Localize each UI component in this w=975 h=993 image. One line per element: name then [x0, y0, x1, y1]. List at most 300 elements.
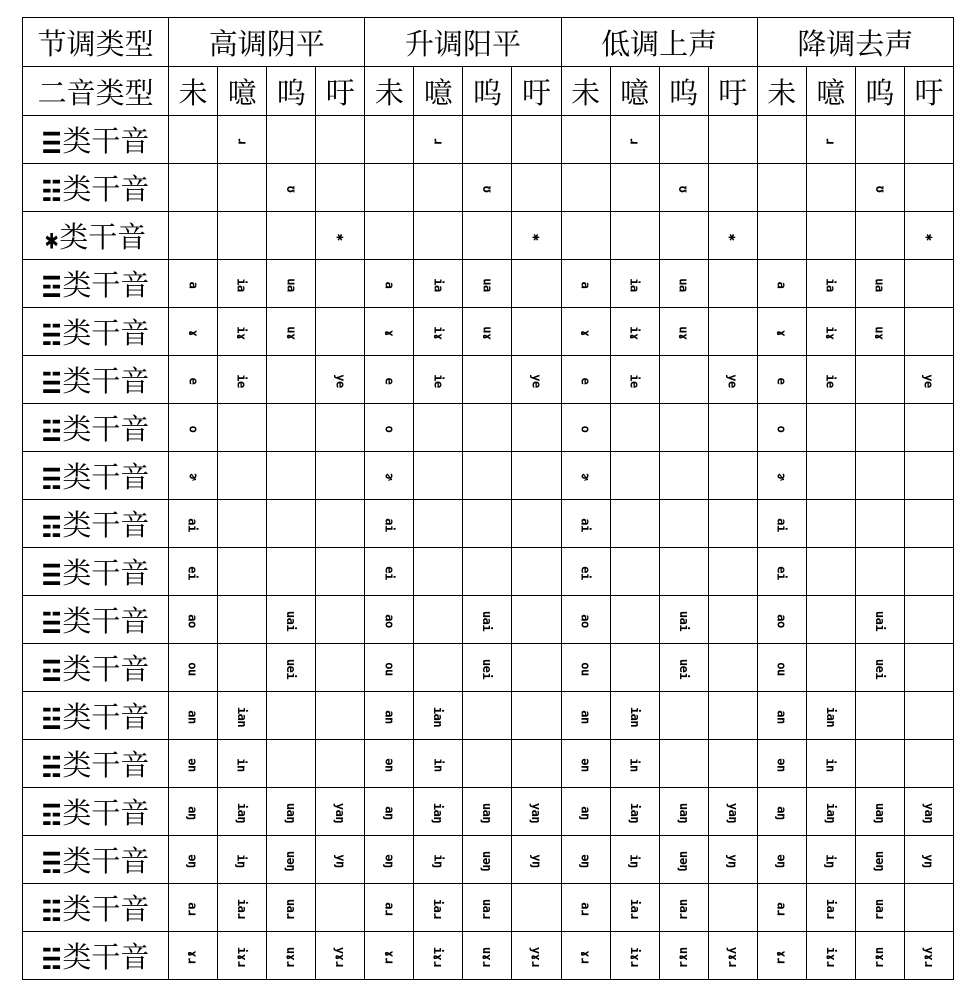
table-cell: [414, 596, 463, 644]
table-cell: [757, 836, 806, 884]
table-cell: [708, 644, 757, 692]
medial-column-header: 吁: [316, 67, 365, 116]
table-row: [23, 260, 954, 308]
cell-symbol: ou: [186, 662, 201, 676]
table-cell: [855, 500, 904, 548]
table-cell: [610, 212, 659, 260]
table-cell: [757, 884, 806, 932]
cell-symbol: iaɹ: [627, 898, 642, 920]
row-header: [23, 356, 169, 404]
cell-symbol: ɤ: [774, 329, 789, 337]
cell-symbol: uei: [284, 658, 299, 680]
table-row: [23, 836, 954, 884]
table-cell: [806, 692, 855, 740]
table-cell: [267, 740, 316, 788]
cell-symbol: uɤ: [480, 326, 495, 340]
cell-symbol: ye: [333, 374, 348, 388]
table-cell: [169, 308, 218, 356]
table-cell: [267, 164, 316, 212]
medial-column-header: 噫: [414, 67, 463, 116]
table-cell: [218, 836, 267, 884]
table-cell: [365, 260, 414, 308]
cell-symbol: yɤɹ: [529, 946, 544, 968]
table-cell: [463, 836, 512, 884]
table-cell: [659, 260, 708, 308]
cell-symbol: ✱: [333, 233, 348, 241]
table-cell: [218, 692, 267, 740]
table-cell: [855, 308, 904, 356]
table-cell: [218, 260, 267, 308]
table-cell: [218, 356, 267, 404]
table-cell: [512, 692, 561, 740]
table-cell: [365, 836, 414, 884]
table-cell: [806, 116, 855, 164]
cell-symbol: ɚ: [774, 473, 789, 481]
table-cell: [218, 596, 267, 644]
table-cell: [904, 500, 953, 548]
table-cell: [904, 164, 953, 212]
table-cell: [708, 452, 757, 500]
table-cell: [512, 260, 561, 308]
cell-symbol: in: [431, 758, 446, 772]
table-row: [23, 932, 954, 980]
table-cell: [561, 884, 610, 932]
table-cell: [757, 116, 806, 164]
cell-symbol: a: [578, 281, 593, 289]
table-cell: [316, 500, 365, 548]
table-cell: [463, 164, 512, 212]
table-cell: [659, 836, 708, 884]
table-cell: [169, 644, 218, 692]
row-header: [23, 452, 169, 500]
table-cell: [365, 644, 414, 692]
cell-symbol: ao: [578, 614, 593, 628]
table-cell: [316, 164, 365, 212]
table-cell: [512, 596, 561, 644]
cell-symbol: iŋ: [431, 854, 446, 868]
cell-symbol: ɤɹ: [186, 950, 201, 964]
cell-symbol: uaŋ: [872, 802, 887, 824]
table-cell: [267, 212, 316, 260]
table-cell: [806, 788, 855, 836]
tone-high-level: 高调阴平: [169, 18, 365, 67]
cell-symbol: ɤ: [578, 329, 593, 337]
table-cell: [757, 356, 806, 404]
row-header: [23, 932, 169, 980]
table-cell: [610, 692, 659, 740]
cell-symbol: iaŋ: [431, 802, 446, 824]
table-cell: [365, 692, 414, 740]
row-header: [23, 596, 169, 644]
cell-symbol: ie: [627, 374, 642, 388]
table-cell: [708, 116, 757, 164]
table-cell: [169, 356, 218, 404]
row-symbol: ☶: [41, 512, 62, 545]
cell-symbol: iŋ: [823, 854, 838, 868]
table-cell: [757, 212, 806, 260]
cell-symbol: ən: [186, 758, 201, 772]
row-header: [23, 836, 169, 884]
table-cell: [561, 692, 610, 740]
cell-symbol: ɤɹ: [382, 950, 397, 964]
row-symbol: ☰: [41, 128, 62, 161]
table-cell: [316, 212, 365, 260]
cell-symbol: uɤɹ: [872, 946, 887, 968]
row-header: [23, 164, 169, 212]
cell-symbol: iaɹ: [823, 898, 838, 920]
table-cell: [414, 644, 463, 692]
table-cell: [414, 500, 463, 548]
cell-symbol: iɤ: [235, 326, 250, 340]
table-cell: [512, 164, 561, 212]
cell-symbol: ua: [284, 278, 299, 292]
row-suffix: 类干音: [62, 316, 150, 350]
cell-symbol: uɤ: [676, 326, 691, 340]
table-row: [23, 692, 954, 740]
cell-symbol: ✱: [529, 233, 544, 241]
table-cell: [512, 932, 561, 980]
cell-symbol: yaŋ: [529, 802, 544, 824]
cell-symbol: iŋ: [235, 854, 250, 868]
table-cell: [561, 404, 610, 452]
cell-symbol: ɚ: [382, 473, 397, 481]
table-cell: [757, 308, 806, 356]
cell-symbol: uaɹ: [480, 898, 495, 920]
table-cell: [169, 788, 218, 836]
cell-symbol: ✱: [725, 233, 740, 241]
cell-symbol: yaŋ: [725, 802, 740, 824]
row-header: [23, 260, 169, 308]
table-cell: [659, 356, 708, 404]
table-cell: [463, 260, 512, 308]
cell-symbol: aɹ: [186, 902, 201, 916]
cell-symbol: a: [382, 281, 397, 289]
table-cell: [267, 356, 316, 404]
cell-symbol: ao: [382, 614, 397, 628]
cell-symbol: ən: [774, 758, 789, 772]
row-header: [23, 116, 169, 164]
row-symbol: ☲: [41, 656, 62, 689]
medial-column-header: 未: [757, 67, 806, 116]
table-cell: [708, 932, 757, 980]
table-cell: [316, 740, 365, 788]
cell-symbol: an: [774, 710, 789, 724]
cell-symbol: ua: [872, 278, 887, 292]
cell-symbol: ɤɹ: [774, 950, 789, 964]
cell-symbol: uai: [676, 610, 691, 632]
table-cell: [414, 116, 463, 164]
table-cell: [169, 452, 218, 500]
table-cell: [855, 356, 904, 404]
cell-symbol: ʊ: [284, 185, 299, 193]
table-cell: [218, 308, 267, 356]
table-cell: [659, 596, 708, 644]
table-cell: [708, 164, 757, 212]
table-cell: [316, 932, 365, 980]
table-cell: [512, 452, 561, 500]
table-row: [23, 788, 954, 836]
cell-symbol: yɤɹ: [725, 946, 740, 968]
table-cell: [659, 500, 708, 548]
table-cell: [757, 548, 806, 596]
table-cell: [218, 212, 267, 260]
cell-symbol: in: [235, 758, 250, 772]
cell-symbol: ie: [431, 374, 446, 388]
cell-symbol: ai: [382, 518, 397, 532]
medial-column-header: 噫: [218, 67, 267, 116]
table-cell: [659, 164, 708, 212]
cell-symbol: uai: [480, 610, 495, 632]
phonetic-table: [22, 17, 954, 980]
table-cell: [708, 596, 757, 644]
medial-column-header: 呜: [659, 67, 708, 116]
medial-column-header: 呜: [267, 67, 316, 116]
cell-symbol: iaɹ: [235, 898, 250, 920]
table-cell: [169, 500, 218, 548]
cell-symbol: yŋ: [921, 854, 936, 868]
row-symbol: ☷: [41, 896, 62, 929]
row-suffix: 类干音: [62, 124, 150, 158]
medial-column-header: 呜: [855, 67, 904, 116]
table-cell: [708, 788, 757, 836]
table-cell: [512, 404, 561, 452]
table-cell: [904, 452, 953, 500]
cell-symbol: yŋ: [725, 854, 740, 868]
table-cell: [267, 932, 316, 980]
table-cell: [904, 260, 953, 308]
cell-symbol: uaɹ: [676, 898, 691, 920]
table-cell: [904, 356, 953, 404]
cell-symbol: a: [774, 281, 789, 289]
table-cell: [316, 548, 365, 596]
table-cell: [757, 692, 806, 740]
table-cell: [610, 308, 659, 356]
table-cell: [806, 404, 855, 452]
table-cell: [414, 404, 463, 452]
row-suffix: 类干音: [62, 460, 150, 494]
phonetic-table-container: [22, 17, 954, 980]
row-suffix: 类干音: [62, 748, 150, 782]
table-cell: [806, 836, 855, 884]
table-cell: [463, 740, 512, 788]
cell-symbol: uəŋ: [676, 850, 691, 872]
cell-symbol: iaŋ: [627, 802, 642, 824]
row-suffix: 类干音: [62, 844, 150, 878]
table-cell: [365, 164, 414, 212]
table-cell: [561, 740, 610, 788]
medial-column-header: 呜: [463, 67, 512, 116]
cell-symbol: yŋ: [333, 854, 348, 868]
medial-column-header: 噫: [806, 67, 855, 116]
row-header: [23, 740, 169, 788]
table-cell: [806, 884, 855, 932]
table-cell: [904, 596, 953, 644]
cell-symbol: ei: [578, 566, 593, 580]
table-cell: [365, 740, 414, 788]
table-cell: [365, 404, 414, 452]
table-cell: [218, 548, 267, 596]
table-row: [23, 212, 954, 260]
table-cell: [904, 692, 953, 740]
row-symbol: ☶: [41, 800, 62, 833]
table-cell: [316, 884, 365, 932]
table-cell: [855, 116, 904, 164]
table-cell: [414, 884, 463, 932]
table-cell: [365, 932, 414, 980]
table-cell: [414, 212, 463, 260]
table-row: [23, 740, 954, 788]
table-cell: [757, 404, 806, 452]
table-cell: [757, 788, 806, 836]
cell-symbol: uaɹ: [872, 898, 887, 920]
cell-symbol: o: [774, 425, 789, 433]
cell-symbol: e: [382, 377, 397, 385]
cell-symbol: ian: [627, 706, 642, 728]
cell-symbol: uaŋ: [480, 802, 495, 824]
row-symbol: ☴: [41, 848, 62, 881]
row-header: [23, 788, 169, 836]
table-cell: [610, 356, 659, 404]
table-cell: [757, 260, 806, 308]
medial-column-header: 噫: [610, 67, 659, 116]
cell-symbol: uaŋ: [284, 802, 299, 824]
table-cell: [365, 212, 414, 260]
table-cell: [267, 788, 316, 836]
table-cell: [806, 164, 855, 212]
table-cell: [855, 788, 904, 836]
cell-symbol: ou: [774, 662, 789, 676]
cell-symbol: ɤɹ: [578, 950, 593, 964]
table-cell: [904, 116, 953, 164]
cell-symbol: aɹ: [382, 902, 397, 916]
table-cell: [610, 500, 659, 548]
table-cell: [806, 452, 855, 500]
table-cell: [806, 932, 855, 980]
table-cell: [414, 164, 463, 212]
cell-symbol: ɤ: [382, 329, 397, 337]
cell-symbol: uəŋ: [284, 850, 299, 872]
cell-symbol: ai: [578, 518, 593, 532]
table-row: [23, 404, 954, 452]
table-cell: [659, 212, 708, 260]
table-cell: [267, 452, 316, 500]
table-cell: [806, 500, 855, 548]
cell-symbol: e: [578, 377, 593, 385]
table-cell: [561, 548, 610, 596]
cell-symbol: an: [382, 710, 397, 724]
table-cell: [463, 452, 512, 500]
table-cell: [169, 596, 218, 644]
table-cell: [267, 116, 316, 164]
cell-symbol: uei: [872, 658, 887, 680]
cell-symbol: ia: [431, 278, 446, 292]
medial-column-header: 吁: [904, 67, 953, 116]
cell-symbol: ia: [823, 278, 838, 292]
cell-symbol: ɹ: [823, 137, 838, 145]
table-cell: [365, 116, 414, 164]
table-cell: [757, 596, 806, 644]
cell-symbol: ian: [431, 706, 446, 728]
table-cell: [806, 644, 855, 692]
row-suffix: 类干音: [59, 220, 147, 254]
table-cell: [463, 548, 512, 596]
row-header: [23, 308, 169, 356]
table-cell: [414, 740, 463, 788]
cell-symbol: ʊ: [872, 185, 887, 193]
table-cell: [169, 404, 218, 452]
table-cell: [610, 836, 659, 884]
cell-symbol: ou: [578, 662, 593, 676]
table-cell: [610, 452, 659, 500]
table-row: [23, 164, 954, 212]
medial-type-label: 二音类型: [23, 67, 169, 116]
table-cell: [316, 596, 365, 644]
table-cell: [169, 164, 218, 212]
cell-symbol: iaɹ: [431, 898, 446, 920]
medial-column-header: 吁: [512, 67, 561, 116]
cell-symbol: ɹ: [431, 137, 446, 145]
table-cell: [904, 932, 953, 980]
table-cell: [218, 788, 267, 836]
table-cell: [316, 116, 365, 164]
cell-symbol: yaŋ: [333, 802, 348, 824]
cell-symbol: iɤɹ: [431, 946, 446, 968]
table-cell: [855, 644, 904, 692]
cell-symbol: uəŋ: [872, 850, 887, 872]
cell-symbol: ✱: [921, 233, 936, 241]
table-cell: [463, 500, 512, 548]
table-cell: [169, 836, 218, 884]
row-suffix: 类干音: [62, 652, 150, 686]
table-cell: [512, 356, 561, 404]
table-cell: [659, 116, 708, 164]
cell-symbol: uaɹ: [284, 898, 299, 920]
table-cell: [610, 260, 659, 308]
row-suffix: 类干音: [62, 700, 150, 734]
cell-symbol: ia: [627, 278, 642, 292]
tone-type-label: 节调类型: [23, 18, 169, 67]
table-cell: [855, 452, 904, 500]
table-cell: [463, 932, 512, 980]
cell-symbol: ian: [823, 706, 838, 728]
table-cell: [218, 164, 267, 212]
table-cell: [267, 596, 316, 644]
table-cell: [708, 260, 757, 308]
table-cell: [316, 356, 365, 404]
table-cell: [708, 356, 757, 404]
row-symbol: ☵: [41, 944, 62, 977]
table-body: [23, 116, 954, 980]
cell-symbol: a: [186, 281, 201, 289]
table-cell: [610, 932, 659, 980]
row-symbol: ☵: [41, 752, 62, 785]
table-row: [23, 644, 954, 692]
table-cell: [904, 788, 953, 836]
table-cell: [267, 692, 316, 740]
table-cell: [561, 164, 610, 212]
cell-symbol: uɤ: [284, 326, 299, 340]
table-cell: [169, 116, 218, 164]
table-cell: [561, 836, 610, 884]
tone-header-row: [23, 18, 954, 67]
cell-symbol: ye: [921, 374, 936, 388]
table-row: [23, 356, 954, 404]
cell-symbol: ʊ: [676, 185, 691, 193]
cell-symbol: in: [627, 758, 642, 772]
table-cell: [218, 116, 267, 164]
table-cell: [414, 452, 463, 500]
table-cell: [708, 884, 757, 932]
